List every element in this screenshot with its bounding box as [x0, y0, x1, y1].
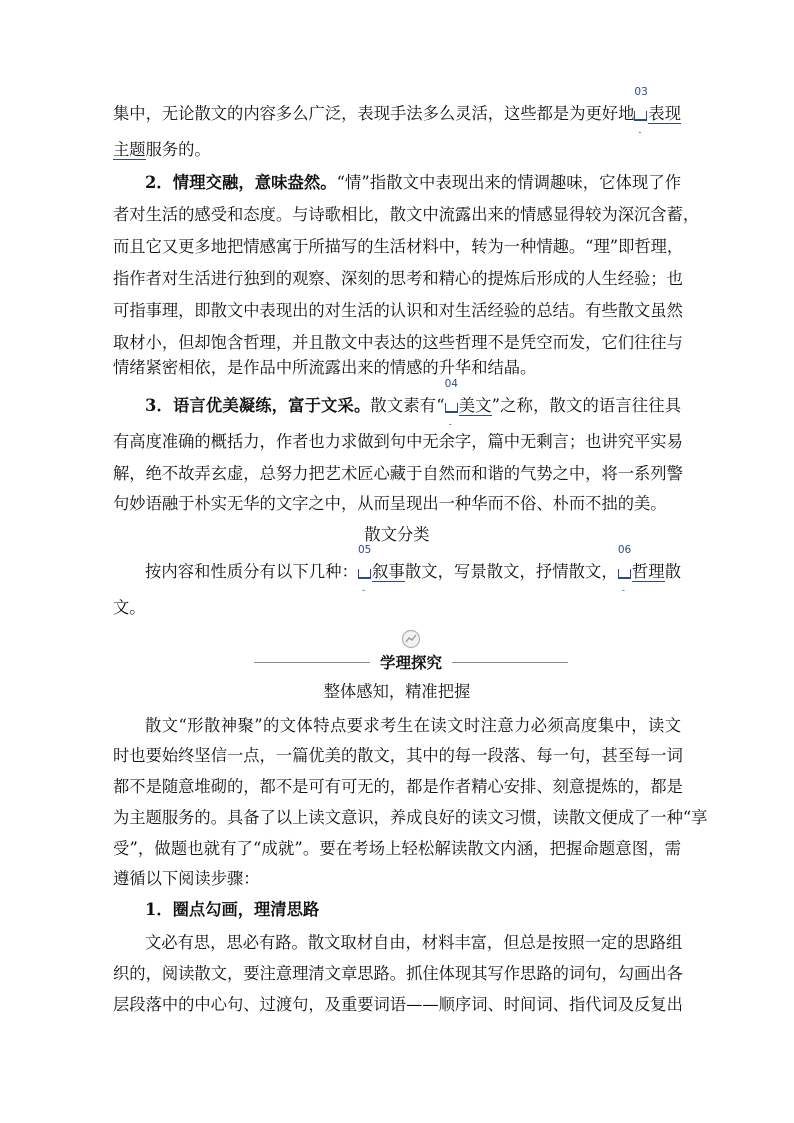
section-divider	[254, 652, 568, 674]
paragraph-line: 遵循以下阅读步骤：	[113, 869, 260, 888]
paragraph-line: 而且它又更多地把情感寓于所描写的生活材料中，转为一种情趣。“理”即哲理，	[113, 237, 684, 256]
underlined-term: 主题	[113, 140, 146, 159]
annotation-number: 04	[444, 378, 458, 390]
section-heading: 散文分类	[364, 525, 430, 544]
step-heading: 1．圈点勾画，理清思路	[145, 900, 320, 919]
paragraph-line	[145, 378, 681, 430]
text-run: 散文，写景散文，抒情散文，	[404, 562, 618, 581]
text-run: 服务的。	[145, 140, 211, 159]
paragraph-line: 散文“形散神聚”的文体特点要求考生在读文时注意力必须高度集中，读文	[145, 716, 681, 735]
paragraph-line: 文必有思，思必有路。散文取材自由，材料丰富，但总是按照一定的思路组	[145, 933, 683, 952]
tick-icon: -	[361, 586, 366, 596]
point-heading: 2．情理交融，意味盎然。	[145, 173, 337, 192]
paragraph-line	[113, 134, 681, 166]
bracket-icon	[634, 111, 647, 121]
paragraph-line: 受”，做题也就有了“成就”。要在考场上轻松解读散文内涵，把握命题意图，需	[113, 839, 681, 858]
paragraph-line: 为主题服务的。具备了以上读文意识，养成良好的读文习惯，读散文便成了一种“享	[113, 808, 708, 827]
paragraph-line: 可指事理，即散文中表现出的对生活的认识和对生活经验的总结。有些散文虽然	[113, 301, 683, 320]
paragraph-line: 文。	[113, 598, 146, 617]
paragraph-line: 句妙语融于朴实无华的文字之中，从而呈现出一种华而不俗、朴而不拙的美。	[113, 494, 667, 513]
tick-icon: -	[448, 420, 452, 430]
tick-icon: -	[621, 586, 625, 596]
bracket-icon	[358, 569, 371, 579]
paragraph-line: 层段落中的中心句、过渡句，及重要词语——顺序词、时间词、指代词及反复出	[113, 995, 683, 1014]
text-run: “情”指散文中表现出来的情调趣味，它体现了作	[336, 173, 681, 192]
bracket-icon	[618, 569, 631, 579]
paragraph-line: 有高度准确的概括力，作者也力求做到句中无余字，篇中无剩言；也讲究平实易	[113, 432, 683, 451]
point-heading: 3．语言优美凝练，富于文采。	[145, 396, 371, 415]
bracket-icon	[445, 403, 458, 413]
underlined-term: 表现	[648, 104, 681, 123]
subheading: 整体感知，精准把握	[323, 682, 471, 701]
underlined-term: 叙事	[371, 562, 405, 581]
section-title: 学理探究	[379, 654, 442, 672]
tick-icon: -	[638, 128, 642, 138]
decorative-emblem-icon	[401, 629, 421, 649]
underlined-term: 哲理	[631, 562, 665, 581]
paragraph-line: 解，绝不故弄玄虚，总努力把艺术匠心藏于自然而和谐的气势之中，将一系列警	[113, 464, 683, 483]
paragraph-line	[145, 544, 681, 596]
paragraph-line: 织的，阅读散文，要注意理清文章思路。抓住体现其写作思路的词句，勾画出各	[113, 964, 683, 983]
annotation-mark	[357, 544, 372, 596]
paragraph-line: 时也要始终坚信一点，一篇优美的散文，其中的每一段落、每一句，甚至每一词	[113, 746, 683, 765]
text-run: ”之称，散文的语言往往具	[491, 396, 681, 415]
annotation-number: 03	[634, 86, 648, 98]
annotation-number: 05	[357, 544, 372, 556]
paragraph-line: 情绪紧密相依，是作品中所流露出来的情感的升华和结晶。	[113, 358, 537, 377]
text-run: 散	[664, 562, 681, 581]
paragraph-line: 指作者对生活进行独到的观察、深刻的思考和精心的提炼后形成的人生经验；也	[113, 269, 683, 288]
text-run: 集中，无论散文的内容多么广泛，表现手法多么灵活，这些都是为更好地	[113, 104, 635, 123]
text-run: 散文素有“	[370, 396, 445, 415]
divider-rule-right	[452, 662, 568, 663]
annotation-mark	[617, 544, 632, 596]
annotation-mark	[444, 378, 459, 430]
annotation-number: 06	[617, 544, 632, 556]
paragraph-line: 者对生活的感受和态度。与诗歌相比，散文中流露出来的情感显得较为深沉含蓄，	[113, 205, 700, 224]
underlined-term: 美文	[458, 396, 492, 415]
annotation-mark	[634, 86, 648, 138]
paragraph-line	[113, 86, 681, 138]
paragraph-line: 都不是随意堆砌的，都不是可有可无的，都是作者精心安排、刻意提炼的，都是	[113, 777, 683, 796]
paragraph-line: 取材小，但却饱含哲理，并且散文中表达的这些哲理不是凭空而发，它们往往与	[113, 333, 683, 352]
paragraph-line	[145, 167, 681, 199]
text-run: 按内容和性质分有以下几种：	[145, 562, 358, 581]
